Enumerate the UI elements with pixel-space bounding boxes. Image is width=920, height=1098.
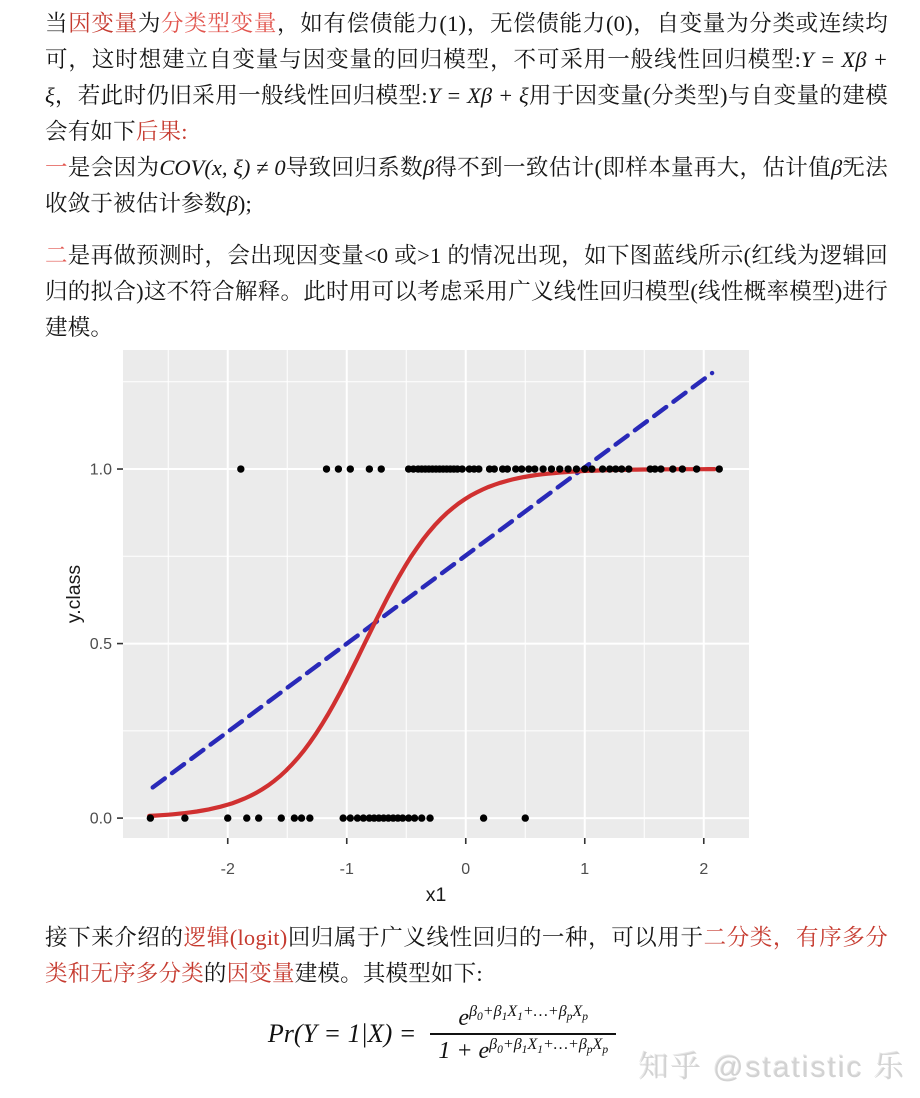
data-point <box>504 465 511 472</box>
text-run: 当 <box>45 11 69 36</box>
math-inline: β <box>422 155 435 180</box>
data-point <box>556 465 563 472</box>
data-point <box>411 814 418 821</box>
data-point <box>237 465 244 472</box>
plot-panel <box>123 350 749 838</box>
data-point <box>306 814 313 821</box>
red-highlight: 二分类，有序多分类和无序多分类 <box>45 925 888 986</box>
regression-plot <box>60 340 770 905</box>
data-point <box>618 465 625 472</box>
text-run: 回归属于广义线性回归的一种，可以用于 <box>287 925 704 950</box>
data-point <box>531 465 538 472</box>
zhihu-watermark: 知乎 @statistic 乐 <box>638 1051 906 1084</box>
y-tick-label: 1.0 <box>89 461 112 479</box>
x-tick-label: 0 <box>461 861 471 878</box>
data-point <box>588 465 595 472</box>
data-point <box>335 465 342 472</box>
data-point <box>480 814 487 821</box>
red-highlight: 逻辑(logit) <box>183 925 288 950</box>
data-point <box>564 465 571 472</box>
text-run: 导致回归系数 <box>285 155 423 180</box>
text-run: 的 <box>203 961 227 986</box>
red-highlight: 后果: <box>135 119 188 144</box>
y-tick-label: 0.5 <box>89 636 112 654</box>
data-point <box>581 465 588 472</box>
data-point <box>366 465 373 472</box>
data-point <box>573 465 580 472</box>
data-point <box>522 814 529 821</box>
data-point <box>548 465 555 472</box>
data-point <box>298 814 305 821</box>
paragraph-logit-intro <box>45 920 888 992</box>
formula-exponent: β0+β1X1+…+βpXp <box>469 1003 588 1024</box>
data-point <box>339 814 346 821</box>
data-point <box>224 814 231 821</box>
formula-exponent: β0+β1X1+…+βpXp <box>489 1036 609 1057</box>
data-point <box>378 465 385 472</box>
data-point <box>679 465 686 472</box>
data-point <box>458 465 465 472</box>
formula-lhs: Pr(Y = 1|X) = <box>267 1019 417 1048</box>
paragraph-consequence-1 <box>45 150 888 222</box>
text-run: 无法收敛于被估计参数 <box>45 155 888 216</box>
text-run: 接下来介绍的 <box>45 925 184 950</box>
data-point <box>475 465 482 472</box>
x-tick-label: -1 <box>339 861 354 878</box>
data-point <box>625 465 632 472</box>
math-inline: Y = Xβ + ξ <box>427 83 529 108</box>
data-point <box>291 814 298 821</box>
data-point <box>255 814 262 821</box>
chart-svg <box>60 340 770 905</box>
data-point <box>418 814 425 821</box>
formula-fraction <box>430 1002 616 1066</box>
y-axis-title: y.class <box>63 564 85 624</box>
data-point <box>278 814 285 821</box>
x-tick-label: -2 <box>220 861 235 878</box>
x-axis-title: x1 <box>425 884 447 905</box>
data-point <box>539 465 546 472</box>
red-highlight: 二 <box>45 243 68 268</box>
x-tick-label: 2 <box>699 861 709 878</box>
text-run: ，如有偿债能力(1)，无偿债能力(0)，自变量为分类或连续均可，这时想建立自变量与因变量的回归模型，不可采用一般线性回归模型: <box>45 11 888 72</box>
data-point <box>599 465 606 472</box>
data-point <box>716 465 723 472</box>
math-inline: Y = Xβ + ξ <box>45 47 888 108</box>
data-point <box>491 465 498 472</box>
math-inline: β̃ <box>831 155 843 180</box>
data-point <box>518 465 525 472</box>
data-point <box>243 814 250 821</box>
text-run: 是会因为 <box>67 155 160 180</box>
data-point <box>147 814 154 821</box>
text-run: 得不到一致估计(即样本量再大，估计值 <box>434 155 832 180</box>
data-point <box>323 465 330 472</box>
data-point <box>426 814 433 821</box>
text-run: ，若此时仍旧采用一般线性回归模型: <box>54 83 428 108</box>
data-point <box>181 814 188 821</box>
data-point <box>347 814 354 821</box>
math-inline: COV(x, ξ) ≠ 0 <box>159 155 286 180</box>
text-run: 建模。其模型如下: <box>294 961 483 986</box>
y-tick-label: 0.0 <box>89 810 112 828</box>
x-tick-label: 1 <box>580 861 590 878</box>
paragraph-consequence-2 <box>45 238 888 346</box>
formula-numerator: $e^{\beta_0+\beta_1X_1+\dots+\beta_pX_p}$ <box>430 1002 616 1035</box>
red-highlight: 因变量 <box>226 961 295 986</box>
data-point <box>347 465 354 472</box>
data-point <box>657 465 664 472</box>
text-run: ); <box>237 191 252 216</box>
red-highlight: 一 <box>45 155 68 180</box>
text-run: 是再做预测时，会出现因变量<0 或>1 的情况出现，如下图蓝线所示(红线为逻辑回归的拟合)这不符合解释。此时用可以考虑采用广义线性回归模型(线性概率模型)进行建模。 <box>45 243 889 340</box>
data-point <box>693 465 700 472</box>
red-highlight: 分类型变量 <box>161 11 278 36</box>
red-highlight: 因变量 <box>68 11 138 36</box>
data-point <box>669 465 676 472</box>
formula-denominator: $1 + e^{\beta_0+\beta_1X_1+\dots+\beta_pX_p}$ <box>438 1036 609 1064</box>
text-run: 为 <box>137 11 162 36</box>
math-inline: β <box>226 191 238 216</box>
text-run: 用于因变量(分类型)与自变量的建模会有如下 <box>45 83 889 144</box>
paragraph-intro <box>45 6 888 150</box>
